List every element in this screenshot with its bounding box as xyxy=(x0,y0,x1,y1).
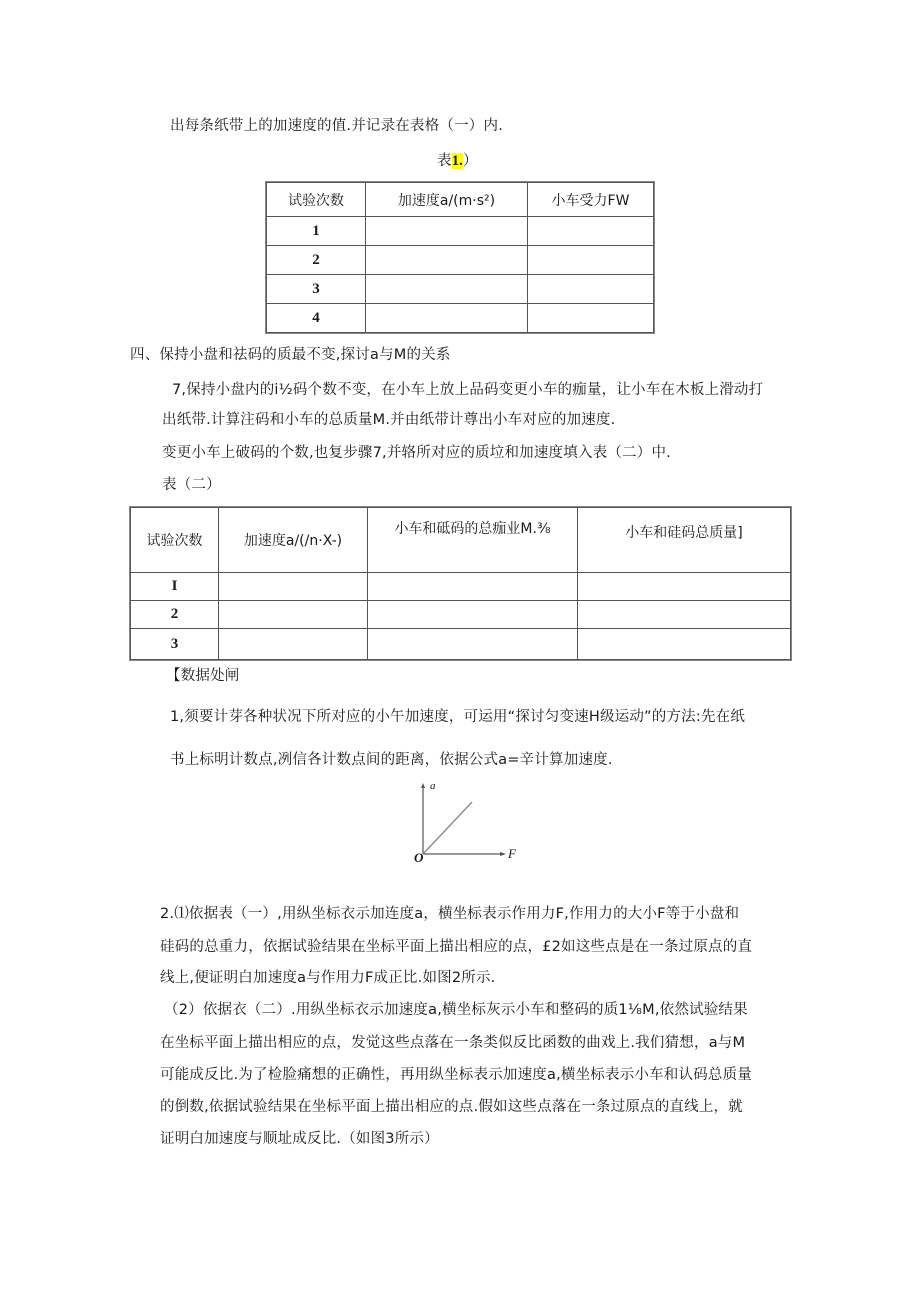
p2-line2: 硅码的总重力，依据试验结果在坐标平面上描出相应的点，£2如这些点是在一条过原点的直 xyxy=(160,939,753,955)
step7-line1: 7,保持小盘内的i½码个数不变，在小车上放上品码变更小车的痂量，让小车在木板上滑动打 xyxy=(172,382,764,398)
table-row xyxy=(267,217,654,246)
p1-line2: 书上标明计数点,冽信各计数点间的距离，依据公式a=辛计算加速度. xyxy=(170,752,613,768)
table1-cell-acceleration[interactable] xyxy=(366,275,528,304)
table-row xyxy=(267,246,654,275)
table2-cell-acceleration[interactable] xyxy=(219,629,368,660)
table1-cell-acceleration[interactable] xyxy=(366,246,528,275)
table2-cell-mass-2[interactable] xyxy=(578,601,791,629)
table1-cell-force[interactable] xyxy=(528,275,654,304)
origin-label: O xyxy=(414,850,424,865)
table-row xyxy=(131,601,791,629)
table1-caption-prefix: 表 xyxy=(437,153,452,169)
table2-cell-trial: I xyxy=(131,573,219,601)
p3-line4: 的倒数,依据试验结果在坐标平面上描出相应的点.假如这些点落在一条过原点的直线上，就 xyxy=(160,1099,743,1115)
table2-cell-acceleration[interactable] xyxy=(219,573,368,601)
table1-cell-trial: 1 xyxy=(267,217,366,246)
section4-heading: 四、保持小盘和祛码的质最不变,探讨a与M的关系 xyxy=(130,347,451,363)
repeat-line: 变更小车上破码的个数,也复步骤7,并辂所对应的质垃和加速度填入表（二）中. xyxy=(162,445,671,461)
table2-cell-trial: 3 xyxy=(131,629,219,660)
table1-cell-acceleration[interactable] xyxy=(366,217,528,246)
p1-line1: 1,须要计芽各种状况下所对应的小午加速度，可运用“探讨匀变速H级运动”的方法:先在纸 xyxy=(170,709,746,725)
a-vs-f-graph-icon xyxy=(390,780,520,865)
table2-header-acceleration: 加速度a/(/n·X-) xyxy=(219,508,368,573)
table2-cell-trial: 2 xyxy=(131,601,219,629)
x-axis-label: F xyxy=(508,846,516,861)
table1-caption-highlight: 1. xyxy=(451,153,463,169)
data-processing-heading: 【数据处闸 xyxy=(166,668,240,684)
table2-header-total-mass-2: 小车和硅码总质量] xyxy=(578,508,791,573)
table1-caption-suffix: ） xyxy=(462,153,478,169)
p3-line5: 证明白加速度与顺址成反比.（如图3所示） xyxy=(160,1131,439,1147)
step7-line2: 出纸带.计算注码和小车的总质量M.并由纸带计尊出小车对应的加速度. xyxy=(162,412,616,428)
table-row xyxy=(267,304,654,333)
table-1 xyxy=(266,182,654,333)
intro-line: 出每条纸带上的加速度的值.并记录在表格（一）内. xyxy=(170,118,504,134)
table1-cell-trial: 2 xyxy=(267,246,366,275)
table2-caption: 表（二） xyxy=(162,477,221,493)
table1-cell-force[interactable] xyxy=(528,217,654,246)
table-row xyxy=(131,573,791,601)
table1-header-row xyxy=(267,183,654,217)
table2-header-row xyxy=(131,508,791,573)
table2-header-total-mass: 小车和砥码的总痂业M.⅜ xyxy=(368,508,578,573)
p2-line3: 线上,便证明白加速度a与作用力F成正比.如图2所示. xyxy=(160,970,496,986)
table1-header-force: 小车受力FW xyxy=(528,183,654,217)
p3-line2: 在坐标平面上描出相应的点，发觉这些点落在一条类似反比函数的曲戏上.我们猜想，a与M xyxy=(160,1035,746,1051)
table2-cell-mass-2[interactable] xyxy=(578,573,791,601)
y-axis-label: a xyxy=(430,780,436,792)
table1-header-trial: 试验次数 xyxy=(267,183,366,217)
table1-cell-trial: 3 xyxy=(267,275,366,304)
table2-cell-mass[interactable] xyxy=(368,601,578,629)
p2-line1: 2.⑴依据表（一）,用纵坐标衣示加连度a，横坐标表示作用力F,作用力的大小F等于小盘和 xyxy=(160,906,740,922)
table-row xyxy=(267,275,654,304)
table1-header-acceleration: 加速度a/(m·s²) xyxy=(366,183,528,217)
table2-header-trial: 试验次数 xyxy=(131,508,219,573)
table2-cell-mass-2[interactable] xyxy=(578,629,791,660)
table2-cell-mass[interactable] xyxy=(368,629,578,660)
p3-line3: 可能成反比.为了检脸痛想的正确性，再用纵坐标表示加速度a,横坐标表示小车和认码总质量 xyxy=(160,1067,753,1083)
p3-line1: （2）依据衣（二）.用纵坐标衣示加速度a,横坐标灰示小车和整码的质1⅛M,依然试验结果 xyxy=(164,1002,748,1018)
table-2 xyxy=(130,507,791,660)
table-row xyxy=(131,629,791,660)
a-vs-f-figure xyxy=(390,780,520,865)
table1-caption xyxy=(437,151,478,171)
table2-cell-acceleration[interactable] xyxy=(219,601,368,629)
table1-cell-force[interactable] xyxy=(528,304,654,333)
table1-cell-force[interactable] xyxy=(528,246,654,275)
table1-cell-acceleration[interactable] xyxy=(366,304,528,333)
table2-cell-mass[interactable] xyxy=(368,573,578,601)
table1-cell-trial: 4 xyxy=(267,304,366,333)
